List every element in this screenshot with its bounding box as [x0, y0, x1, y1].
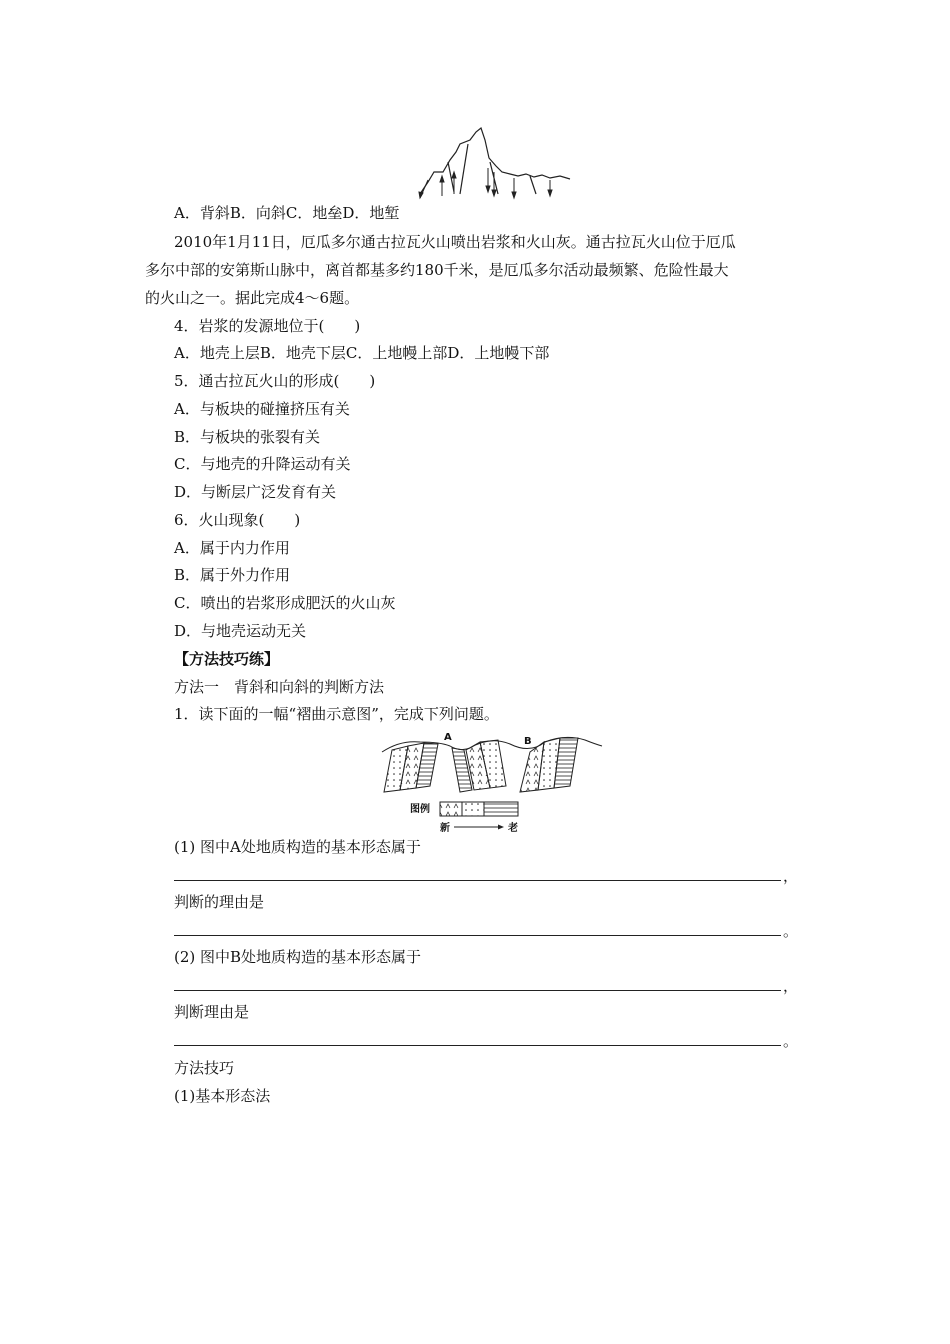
q4-stem: 4．岩浆的发源地位于( ) — [174, 317, 361, 335]
sub2-period: 。 — [783, 1032, 799, 1050]
question-1-stem: 1．读下面的一幅“褶曲示意图”，完成下列问题。 — [174, 705, 499, 723]
legend-new: 新 — [440, 823, 450, 834]
sub2-blank-reason[interactable] — [174, 1045, 781, 1046]
method-heading: 【方法技巧练】 — [174, 650, 280, 668]
q6-option-a: A．属于内力作用 — [174, 539, 290, 557]
intro-line-2: 多尔中部的安第斯山脉中，离首都基多约180千米，是厄瓜多尔活动最频繁、危险性最大 — [145, 261, 729, 279]
sub1-stem: (1) 图中A处地质构造的基本形态属于 — [174, 838, 421, 856]
sub2-comma: ， — [783, 977, 799, 995]
label-a: A — [444, 732, 452, 743]
legend-title: 图例 — [410, 804, 430, 815]
horst-fault-diagram — [410, 122, 585, 200]
legend-old: 老 — [508, 823, 518, 834]
intro-line-3: 的火山之一。据此完成4～6题。 — [145, 289, 360, 307]
tips-heading: 方法技巧 — [174, 1059, 235, 1077]
sub1-blank-reason[interactable] — [174, 935, 781, 936]
sub1-blank-type[interactable] — [174, 880, 781, 881]
tips-item-1: (1)基本形态法 — [174, 1087, 271, 1105]
q5-option-c: C．与地壳的升降运动有关 — [174, 455, 351, 473]
legend-swatch-dots — [462, 802, 484, 816]
q6-option-c: C．喷出的岩浆形成肥沃的火山灰 — [174, 594, 396, 612]
q6-stem: 6．火山现象( ) — [174, 511, 301, 529]
sub2-blank-type[interactable] — [174, 990, 781, 991]
legend-swatch-tri — [440, 802, 462, 816]
sub2-stem: (2) 图中B处地质构造的基本形态属于 — [174, 948, 422, 966]
legend-swatch-hatch — [484, 802, 518, 816]
sub1-comma: ， — [783, 867, 799, 885]
sub1-period: 。 — [783, 922, 799, 940]
q5-option-a: A．与板块的碰撞挤压有关 — [174, 400, 350, 418]
q6-option-d: D．与地壳运动无关 — [174, 622, 307, 640]
q5-option-d: D．与断层广泛发育有关 — [174, 483, 337, 501]
fold-diagram — [380, 730, 605, 838]
sub1-reason-label: 判断的理由是 — [174, 893, 265, 911]
q6-option-b: B．属于外力作用 — [174, 566, 291, 584]
q5-stem: 5．通古拉瓦火山的形成( ) — [174, 372, 376, 390]
q4-options: A．地壳上层B．地壳下层C．上地幔上部D．上地幔下部 — [174, 344, 550, 362]
q5-option-b: B．与板块的张裂有关 — [174, 428, 321, 446]
method-one-title: 方法一 背斜和向斜的判断方法 — [174, 678, 385, 696]
intro-line-1: 2010年1月11日，厄瓜多尔通古拉瓦火山喷出岩浆和火山灰。通古拉瓦火山位于厄瓜 — [174, 233, 736, 251]
label-b: B — [524, 736, 532, 747]
sub2-reason-label: 判断理由是 — [174, 1003, 250, 1021]
fault-options: A．背斜B．向斜C．地垒D．地堑 — [174, 204, 400, 222]
